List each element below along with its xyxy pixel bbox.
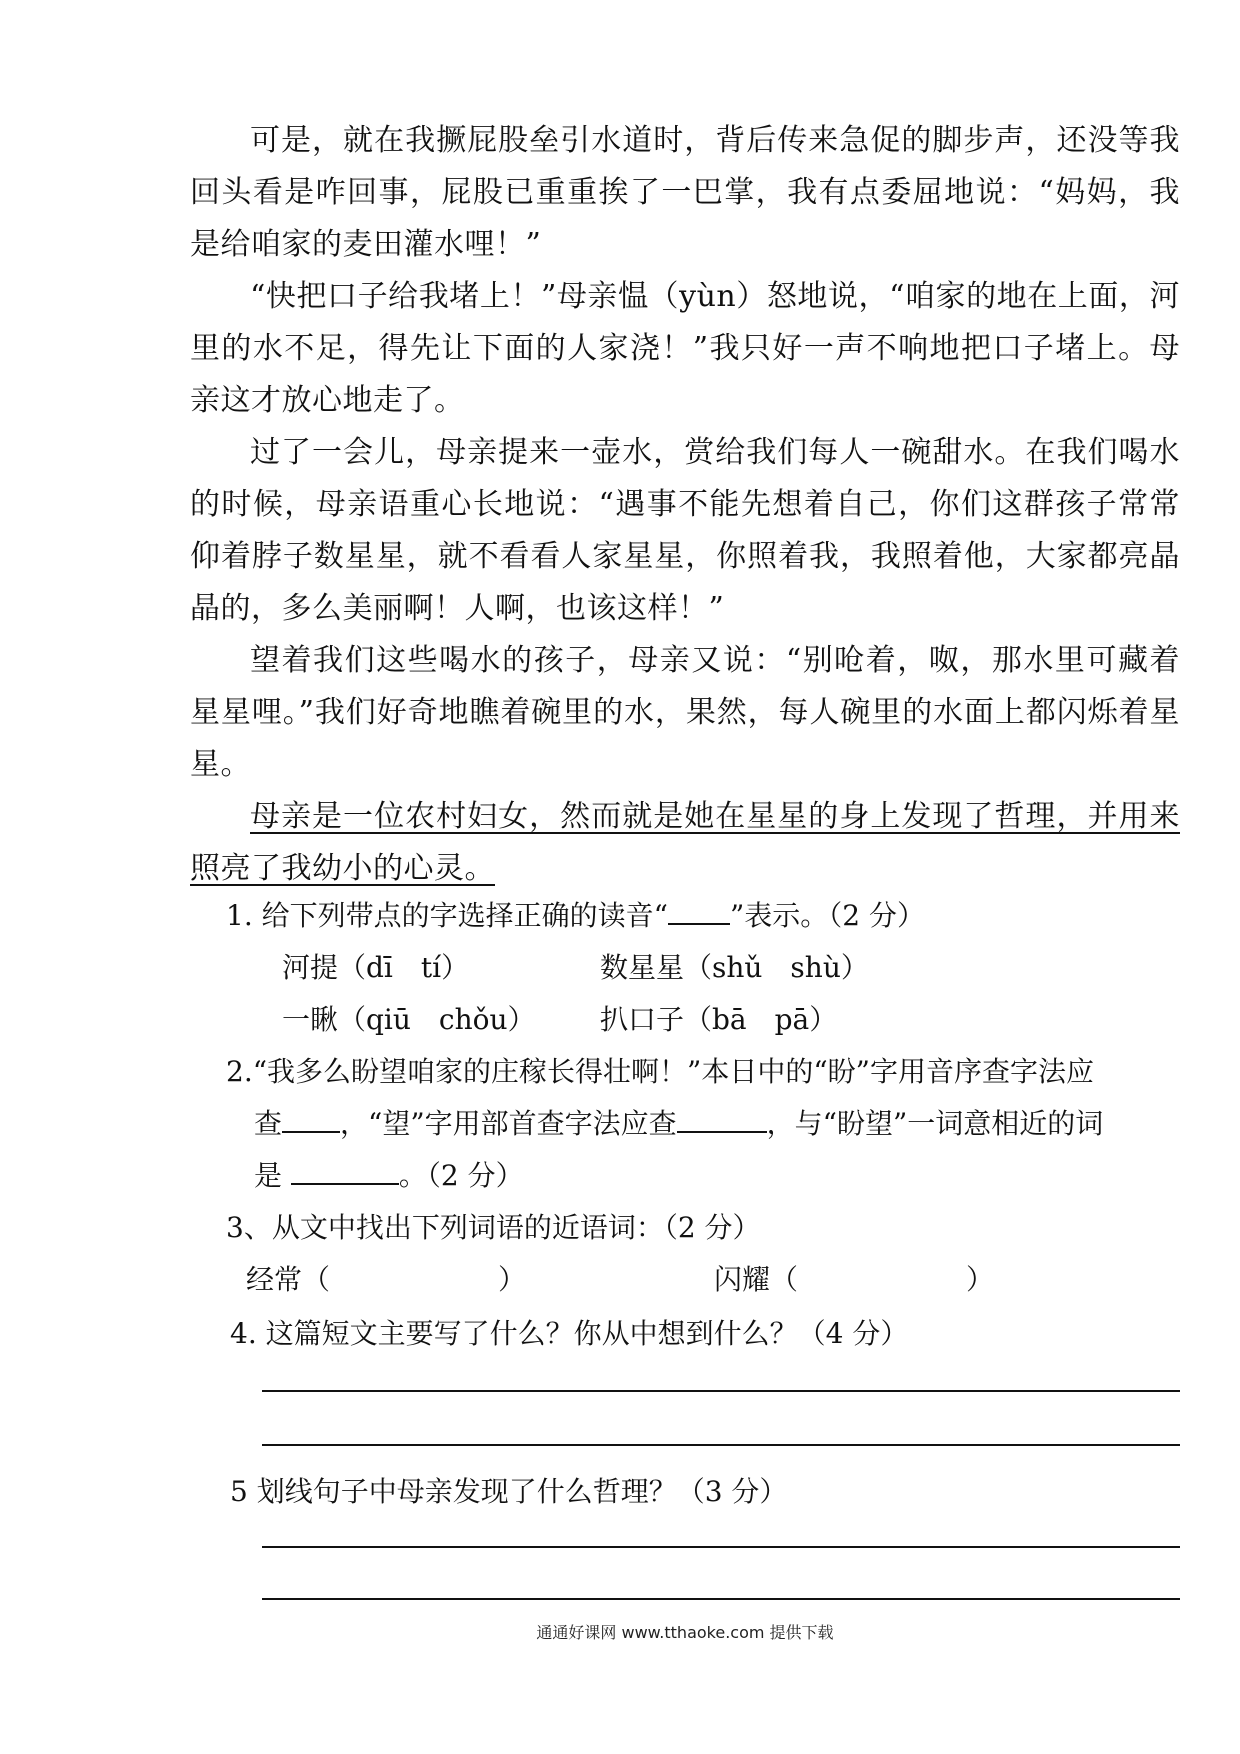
question-1 [190, 890, 1180, 942]
question-5-answer-line-2[interactable] [262, 1598, 1180, 1600]
questions-section-2 [190, 1466, 1180, 1518]
question-1-prefix: 1. 给下列带点的字选择正确的读音“ [226, 899, 668, 932]
question-2-line-1: 2.“我多么盼望咱家的庄稼长得壮啊！”本日中的“盼”字用音序查字法应 [226, 1055, 1094, 1088]
question-2-line-3-a: 是 [254, 1159, 291, 1192]
question-2-blank-1[interactable] [282, 1107, 340, 1133]
question-5: 5 划线句子中母亲发现了什么哲理？（3 分） [230, 1475, 788, 1508]
underlined-sentence: 母亲是一位农村妇女，然而就是她在星星的身上发现了哲理，并用来照亮了我幼小的心灵。 [190, 799, 1180, 886]
question-1-blank[interactable] [668, 899, 730, 925]
passage-paragraph-3: 过了一会儿，母亲提来一壶水，赏给我们每人一碗甜水。在我们喝水的时候，母亲语重心长地说：“遇事不能先想着自己，你们这群孩子常常仰着脖子数星星，就不看看人家星星，你照着我，我照着他，大家都亮晶晶的，多么美丽啊！人啊，也该这样！” [190, 435, 1180, 626]
question-3-word-2[interactable]: 闪耀（ ） [714, 1263, 995, 1296]
page-footer: 通通好课网 www.tthaoke.com 提供下载 [536, 1623, 834, 1642]
question-4: 4. 这篇短文主要写了什么？你从中想到什么？（4 分） [230, 1317, 909, 1350]
question-2-blank-3[interactable] [291, 1159, 399, 1185]
question-2-line-3-b: 。（2 分） [398, 1159, 524, 1192]
question-1-item-4: 扒口子（bā pā） [600, 1003, 838, 1036]
reading-passage [190, 115, 1180, 895]
question-3-word-1[interactable]: 经常（ ） [246, 1263, 527, 1296]
question-4-answer-line-2[interactable] [262, 1444, 1180, 1446]
passage-paragraph-4: 望着我们这些喝水的孩子，母亲又说：“别呛着，呶，那水里可藏着星星哩。”我们好奇地瞧着碗里的水，果然，每人碗里的水面上都闪烁着星星。 [190, 643, 1180, 782]
question-1-row-2 [190, 994, 1180, 1046]
question-3: 3、从文中找出下列词语的近语词：（2 分） [226, 1211, 761, 1244]
passage-paragraph-2: “快把口子给我堵上！”母亲愠（yùn）怒地说，“咱家的地在上面，河里的水不足，得先让下面的人家浇！”我只好一声不响地把口子堵上。母亲这才放心地走了。 [190, 279, 1180, 418]
question-2-line-2 [190, 1098, 1180, 1150]
questions-section [190, 890, 1180, 1360]
question-1-item-2: 数星星（shǔ shù） [600, 951, 869, 984]
question-1-row-1 [190, 942, 1180, 994]
question-2-blank-2[interactable] [677, 1107, 767, 1133]
question-1-item-3: 一瞅（qiū chǒu） [282, 1003, 536, 1036]
question-2-line-2-a: 查 [254, 1107, 283, 1140]
question-2-line-2-c: ，与“盼望”一词意相近的词 [766, 1107, 1104, 1140]
question-2-line-3 [190, 1150, 1180, 1202]
question-1-suffix: ”表示。（2 分） [729, 899, 925, 932]
question-3-words [190, 1254, 1180, 1306]
question-1-item-1: 河提（dī tí） [282, 951, 470, 984]
question-2-line-2-b: ，“望”字用部首查字法应查 [340, 1107, 677, 1140]
underlined-sentence-paragraph [190, 791, 1180, 895]
passage-paragraph-1: 可是，就在我撅屁股垒引水道时，背后传来急促的脚步声，还没等我回头看是咋回事，屁股已重重挨了一巴掌，我有点委屈地说：“妈妈，我是给咱家的麦田灌水哩！” [190, 123, 1180, 262]
question-5-answer-line-1[interactable] [262, 1546, 1180, 1548]
question-4-answer-line-1[interactable] [262, 1390, 1180, 1392]
